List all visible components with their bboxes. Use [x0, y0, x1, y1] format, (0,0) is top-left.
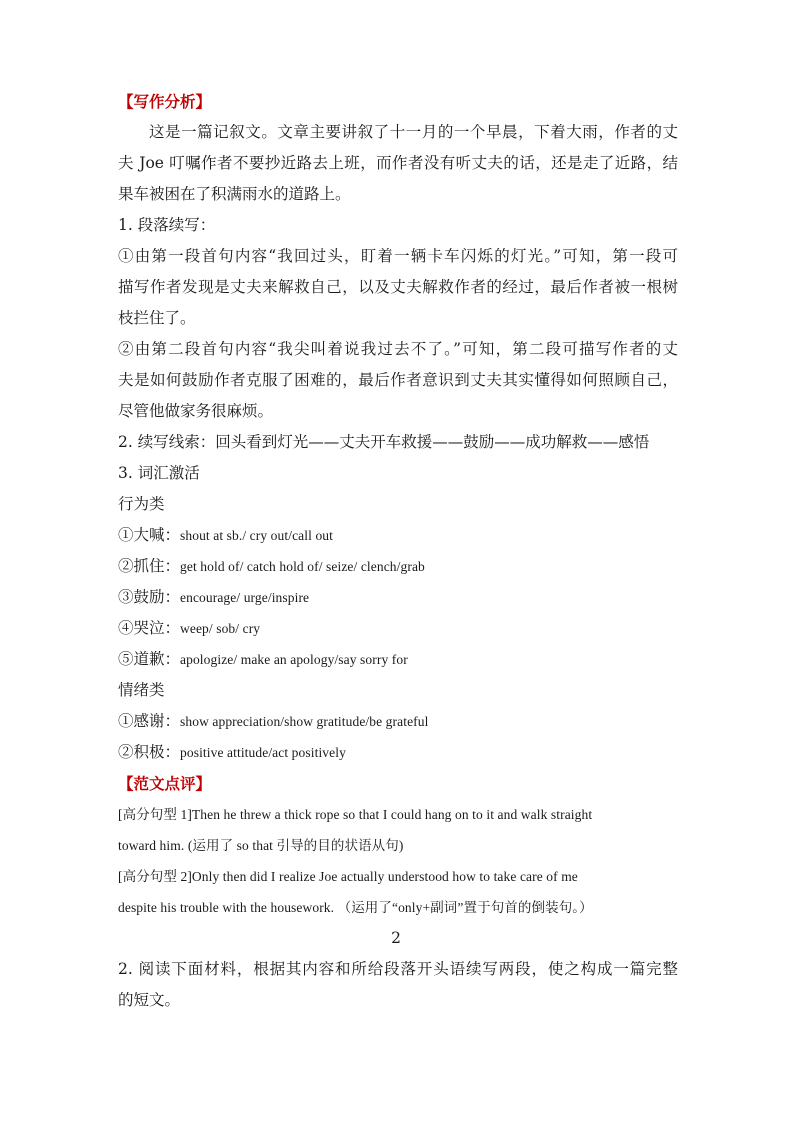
emotion-title: 情绪类: [118, 681, 165, 699]
vocab-words: apologize/ make an apology/say sorry for: [180, 652, 408, 667]
review-heading: 【范文点评】: [118, 774, 212, 793]
intro-line-1: 这是一篇记叙文。文章主要讲叙了十一月的一个早晨，下着大雨，作者的丈: [149, 123, 678, 141]
sentence-2-line-1: [高分句型 2]Only then did I realize Joe actually understood how to take care of me: [118, 869, 578, 884]
page-number: 2: [391, 929, 401, 947]
item1-title: 1. 段落续写：: [118, 216, 216, 234]
vocab-label: ①感谢：: [118, 712, 181, 730]
vocab-item: [118, 520, 678, 551]
vocab-item: [118, 551, 678, 582]
item3-title: 3. 词汇激活: [118, 464, 200, 482]
vocab-words: positive attitude/act positively: [180, 745, 346, 760]
behavior-title: 行为类: [118, 495, 165, 513]
vocab-label: ①大喊：: [118, 526, 181, 544]
vocab-item: [118, 737, 678, 768]
vocab-label: ③鼓励：: [118, 588, 181, 606]
item1-para1-line-1: ①由第一段首句内容“我回过头，盯着一辆卡车闪烁的灯光。”可知，第一段可: [118, 247, 678, 265]
item1-para1-line-2: 描写作者发现是丈夫来解救自己，以及丈夫解救作者的经过，最后作者被一根树: [118, 278, 678, 296]
vocab-label: ②抓住：: [118, 557, 181, 575]
document-page: [118, 86, 678, 1016]
vocab-words: weep/ sob/ cry: [180, 621, 261, 636]
vocab-item: [118, 613, 678, 644]
analysis-heading: 【写作分析】: [118, 92, 212, 111]
item1-para1-line-3: 枝拦住了。: [118, 309, 196, 327]
sentence-1-line-1: [高分句型 1]Then he threw a thick rope so that I could hang on to it and walk straight: [118, 807, 593, 822]
item2-clues: 2. 续写线索：回头看到灯光——丈夫开车救援——鼓励——成功解救——感悟: [118, 433, 650, 451]
sentence-1-line-2: toward him. (运用了 so that 引导的目的状语从句): [118, 838, 404, 853]
vocab-words: encourage/ urge/inspire: [180, 590, 310, 605]
intro-line-2: 夫 Joe 叮嘱作者不要抄近路去上班，而作者没有听丈夫的话，还是走了近路，结: [118, 154, 678, 172]
vocab-label: ⑤道歉：: [118, 650, 181, 668]
vocab-item: [118, 644, 678, 675]
vocab-words: get hold of/ catch hold of/ seize/ clench/grab: [180, 559, 425, 574]
item1-para2-line-2: 夫是如何鼓励作者克服了困难的，最后作者意识到丈夫其实懂得如何照顾自己，: [118, 371, 678, 389]
item1-para2-line-1: ②由第二段首句内容“我尖叫着说我过去不了。”可知，第二段可描写作者的丈: [118, 340, 678, 358]
next-task-line-2: 的短文。: [118, 991, 181, 1009]
vocab-item: [118, 706, 678, 737]
vocab-label: ②积极：: [118, 743, 181, 761]
next-task-line-1: 2. 阅读下面材料，根据其内容和所给段落开头语续写两段，使之构成一篇完整: [118, 960, 678, 978]
sentence-2-line-2: despite his trouble with the housework. （运用了“only+副词”置于句首的倒装句。）: [118, 900, 593, 915]
intro-line-3: 果车被困在了积满雨水的道路上。: [118, 185, 351, 203]
vocab-item: [118, 582, 678, 613]
item1-para2-line-3: 尽管他做家务很麻烦。: [118, 402, 274, 420]
vocab-label: ④哭泣：: [118, 619, 181, 637]
vocab-words: shout at sb./ cry out/call out: [180, 528, 333, 543]
vocab-words: show appreciation/show gratitude/be grateful: [180, 714, 429, 729]
